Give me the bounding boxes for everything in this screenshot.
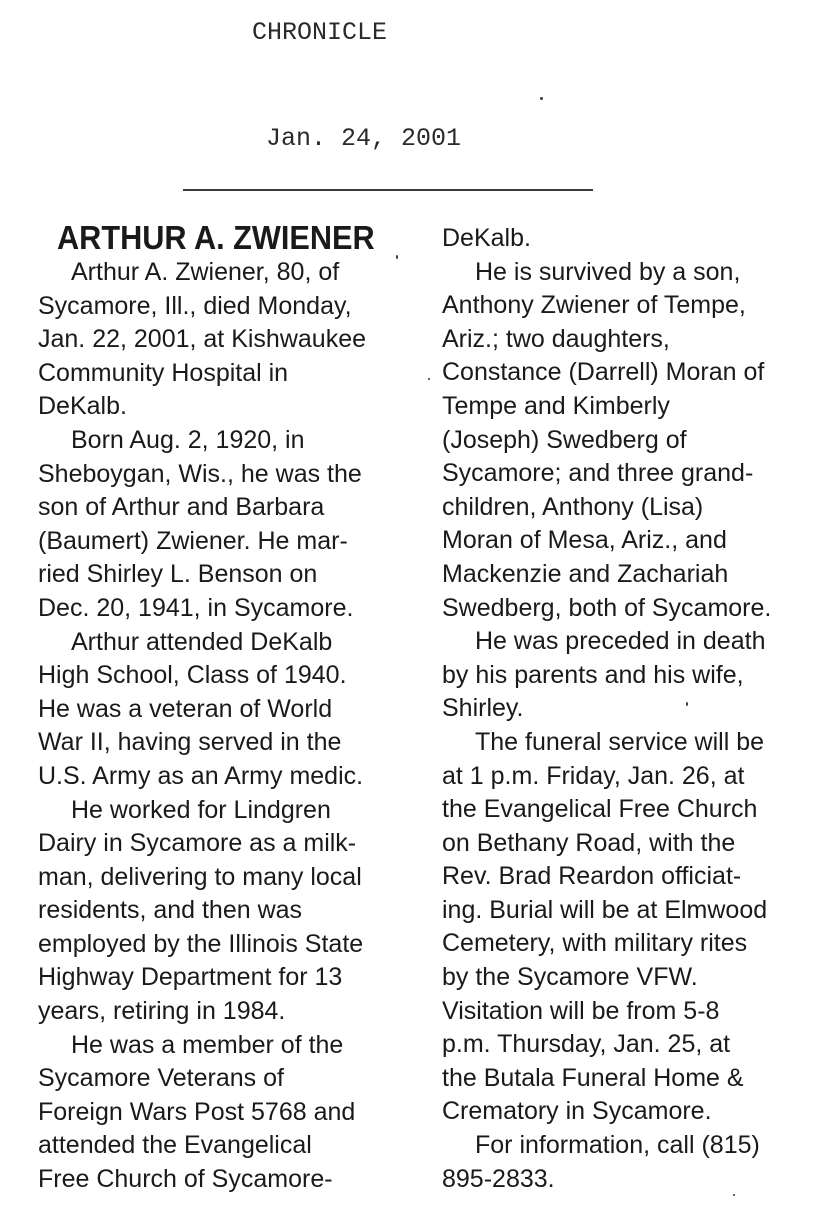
text-line: Swedberg, both of Sycamore.: [442, 593, 772, 622]
text-line: ing. Burial will be at Elmwood: [442, 895, 768, 924]
text-line: p.m. Thursday, Jan. 25, at: [442, 1030, 731, 1059]
text-line: by his parents and his wife,: [442, 660, 744, 689]
text-line: Sycamore, Ill., died Monday,: [38, 291, 352, 320]
obituary-headline: ARTHUR A. ZWIENER: [57, 219, 375, 256]
text-line: Arthur attended DeKalb: [71, 627, 333, 656]
text-line: He was preceded in death: [475, 627, 766, 656]
text-line: the Evangelical Free Church: [442, 795, 758, 824]
scan-speck: [428, 378, 430, 380]
text-line: (Joseph) Swedberg of: [442, 425, 687, 454]
text-line: by the Sycamore VFW.: [442, 963, 698, 992]
text-line: the Butala Funeral Home &: [442, 1063, 744, 1092]
text-line: DeKalb.: [442, 224, 531, 252]
clipping-divider: [183, 189, 593, 191]
clipping-date: Jan. 24, 2001: [266, 124, 462, 153]
text-line: Born Aug. 2, 1920, in: [71, 425, 305, 454]
text-line: U.S. Army as an Army medic.: [38, 761, 364, 790]
text-line: Sheboygan, Wis., he was the: [38, 459, 362, 488]
text-line: employed by the Illinois State: [38, 929, 364, 958]
scan-speck: [396, 255, 398, 259]
scan-speck: [686, 702, 688, 706]
text-line: son of Arthur and Barbara: [38, 493, 325, 522]
text-line: Crematory in Sycamore.: [442, 1097, 712, 1126]
text-line: Community Hospital in: [38, 358, 289, 387]
text-line: He is survived by a son,: [475, 257, 741, 286]
text-line: Constance (Darrell) Moran of: [442, 358, 765, 387]
text-line: Mackenzie and Zachariah: [442, 559, 729, 588]
text-line: Jan. 22, 2001, at Kishwaukee: [38, 325, 367, 354]
text-line: Sycamore; and three grand-: [442, 459, 754, 488]
text-line: Arthur A. Zwiener, 80, of: [71, 258, 340, 286]
text-line: Dairy in Sycamore as a milk-: [38, 829, 357, 858]
text-line: High School, Class of 1940.: [38, 661, 347, 690]
text-line: Highway Department for 13: [38, 963, 343, 992]
text-line: ried Shirley L. Benson on: [38, 560, 318, 589]
text-line: DeKalb.: [38, 392, 127, 421]
text-line: He worked for Lindgren: [71, 795, 331, 824]
text-line: Rev. Brad Reardon officiat-: [442, 862, 742, 891]
text-line: Anthony Zwiener of Tempe,: [442, 291, 746, 320]
scan-speck: [733, 1194, 735, 1196]
text-line: man, delivering to many local: [38, 862, 362, 891]
text-line: attended the Evangelical: [38, 1131, 312, 1160]
obituary-column-left: [38, 256, 418, 1197]
text-line: Foreign Wars Post 5768 and: [38, 1097, 356, 1126]
text-line: at 1 p.m. Friday, Jan. 26, at: [442, 761, 745, 790]
obituary-column-right: [442, 222, 812, 1196]
text-line: residents, and then was: [38, 896, 303, 925]
text-line: Tempe and Kimberly: [442, 391, 670, 420]
text-line: Dec. 20, 1941, in Sycamore.: [38, 593, 354, 622]
text-line: children, Anthony (Lisa): [442, 492, 704, 521]
text-line: Ariz.; two daughters,: [442, 324, 670, 353]
text-line: For information, call (815): [475, 1131, 760, 1160]
text-line: Free Church of Sycamore-: [38, 1165, 333, 1194]
text-line: Shirley.: [442, 694, 524, 723]
text-line: Visitation will be from 5-8: [442, 996, 720, 1025]
text-line: War II, having served in the: [38, 728, 342, 757]
text-line: He was a member of the: [71, 1030, 344, 1059]
text-line: Cemetery, with military rites: [442, 929, 748, 958]
text-line: years, retiring in 1984.: [38, 997, 286, 1026]
text-line: The funeral service will be: [475, 727, 765, 756]
newspaper-name: CHRONICLE: [252, 18, 388, 47]
text-line: Moran of Mesa, Ariz., and: [442, 526, 727, 555]
text-line: 895-2833.: [442, 1164, 555, 1193]
text-line: Sycamore Veterans of: [38, 1064, 284, 1093]
text-line: He was a veteran of World: [38, 694, 333, 723]
text-line: on Bethany Road, with the: [442, 828, 736, 857]
text-line: (Baumert) Zwiener. He mar-: [38, 526, 348, 555]
scan-speck: [540, 97, 543, 100]
